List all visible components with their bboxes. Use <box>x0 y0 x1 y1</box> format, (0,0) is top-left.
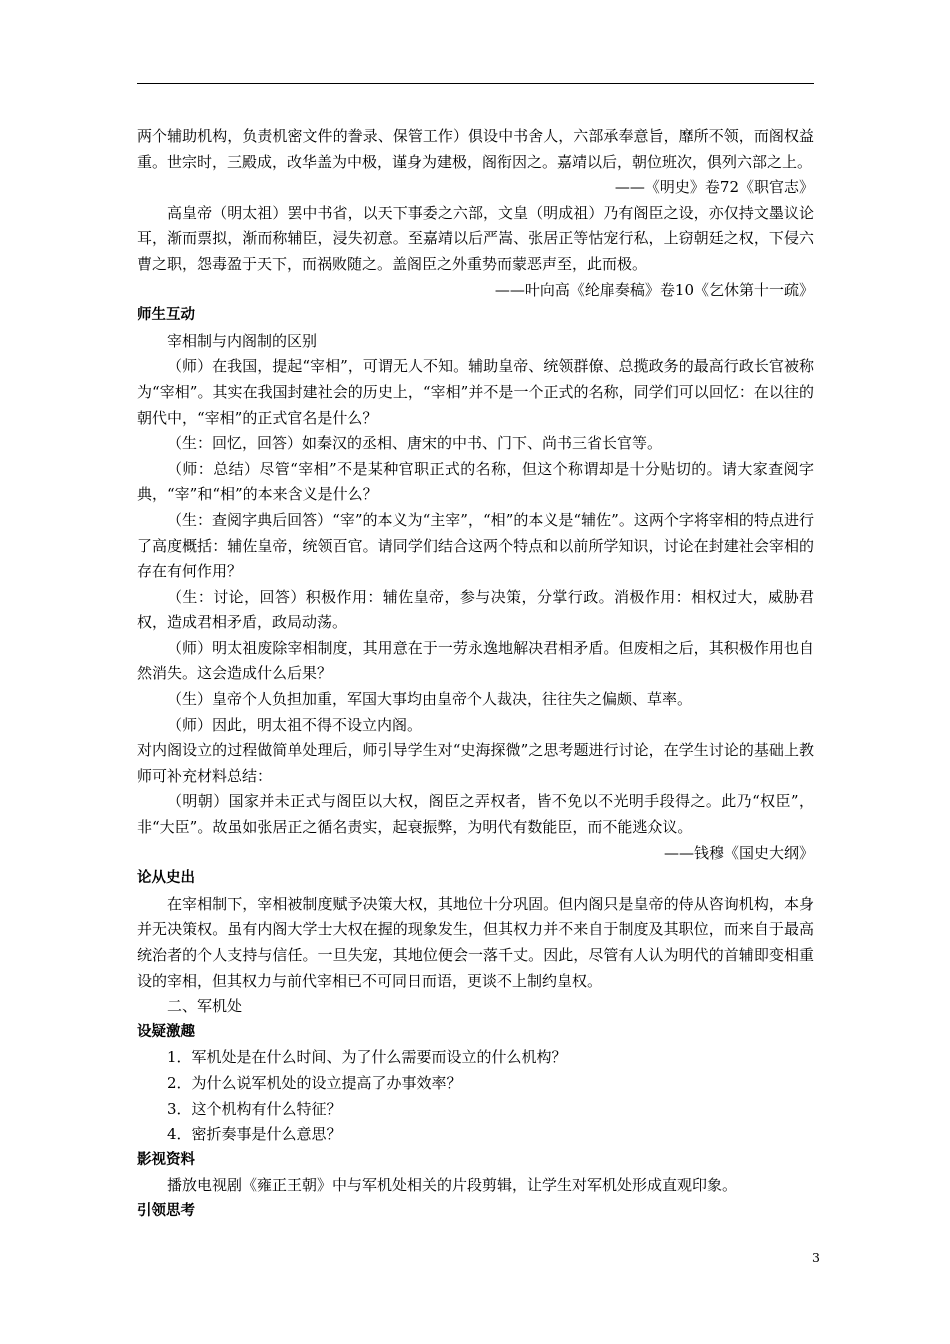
paragraph: （生：查阅字典后回答）“宰”的本义为“主宰”，“相”的本义是“辅佐”。这两个字将宰相的特点进行了高度概括：辅佐皇帝，统领百官。请同学们结合这两个特点和以前所学知识，讨论在封建社会宰相的存在有何作用？ <box>137 510 814 581</box>
paragraph: （师）因此，明太祖不得不设立内阁。 <box>167 715 423 734</box>
paragraph: 3．这个机构有什么特征？ <box>167 1099 342 1118</box>
paragraph: （师）在我国，提起“宰相”，可谓无人不知。辅助皇帝、统领群僚、总揽政务的最高行政长官被称为“宰相”。其实在我国封建社会的历史上，“宰相”并不是一个正式的名称，同学们可以回忆：在以往的朝代中，“宰相”的正式官名是什么？ <box>137 357 814 427</box>
paragraph: 2．为什么说军机处的设立提高了办事效率？ <box>167 1073 462 1092</box>
paragraph: （师）明太祖废除宰相制度，其用意在于一劳永逸地解决君相矛盾。但废相之后，其积极作用也自然消失。这会造成什么后果？ <box>137 638 814 683</box>
paragraph: 宰相制与内阁制的区别 <box>167 331 318 350</box>
citation: ——《明史》卷72《职官志》 <box>614 178 814 197</box>
section-heading: 引领思考 <box>137 1202 195 1219</box>
paragraph: 播放电视剧《雍正王朝》中与军机处相关的片段剪辑，让学生对军机处形成直观印象。 <box>167 1176 738 1195</box>
section-heading: 设疑激趣 <box>137 1023 195 1040</box>
header-rule <box>137 83 814 84</box>
paragraph: （师：总结）尽管“宰相”不是某种官职正式的名称，但这个称谓却是十分贴切的。请大家查阅字典，“宰”和“相”的本来含义是什么？ <box>137 459 814 504</box>
paragraph: （生）皇帝个人负担加重，军国大事均由皇帝个人裁决，往往失之偏颇、草率。 <box>167 690 693 709</box>
paragraph: 对内阁设立的过程做简单处理后，师引导学生对“史海探微”之思考题进行讨论，在学生讨论的基础上教师可补充材料总结： <box>137 741 814 785</box>
document-body <box>137 124 814 1225</box>
paragraph: 4．密折奏事是什么意思？ <box>167 1125 342 1144</box>
section-heading: 论从史出 <box>137 870 195 887</box>
paragraph: 在宰相制下，宰相被制度赋予决策大权，其地位十分巩固。但内阁只是皇帝的侍从咨询机构，本身并无决策权。虽有内阁大学士大权在握的现象发生，但其权力并不来自于制度及其职位，而来自于最高统治者的个人支持与信任。一旦失宠，其地位便会一落千丈。因此，尽管有人认为明代的首辅即变相重设的宰相，但其权力与前代宰相已不可同日而语，更谈不上制约皇权。 <box>137 894 814 990</box>
paragraph: （生：回忆，回答）如秦汉的丞相、唐宋的中书、门下、尚书三省长官等。 <box>167 434 663 453</box>
section-heading: 影视资料 <box>137 1151 195 1168</box>
paragraph: 高皇帝（明太祖）罢中书省，以天下事委之六部，文皇（明成祖）乃有阁臣之设，亦仅持文墨议论耳，渐而票拟，渐而称辅臣，浸失初意。至嘉靖以后严嵩、张居正等怙宠行私，上窃朝廷之权，下侵六曹之职，怨毒盈于天下，而祸败随之。盖阁臣之外重势而蒙恶声至，此而极。 <box>137 203 814 273</box>
paragraph: （明朝）国家并未正式与阁臣以大权，阁臣之弄权者，皆不免以不光明手段得之。此乃“权臣”，非“大臣”。故虽如张居正之循名责实，起衰振弊，为明代有数能臣，而不能逃众议。 <box>137 792 814 837</box>
paragraph: 两个辅助机构，负责机密文件的誊录、保管工作）俱设中书舍人，六部承奉意旨，靡所不领，而阁权益重。世宗时，三殿成，改华盖为中极，谨身为建极，阁衔因之。嘉靖以后，朝位班次，俱列六部之上。 <box>137 127 814 171</box>
citation: ——叶向高《纶扉奏稿》卷10《乞休第十一疏》 <box>494 280 814 299</box>
paragraph: （生：讨论，回答）积极作用：辅佐皇帝，参与决策，分掌行政。消极作用：相权过大，威胁君权，造成君相矛盾，政局动荡。 <box>137 587 814 632</box>
section-heading: 师生互动 <box>137 307 195 324</box>
page-number: 3 <box>812 1250 820 1265</box>
citation: ——钱穆《国史大纲》 <box>663 843 814 862</box>
paragraph: 1．军机处是在什么时间、为了什么需要而设立的什么机构？ <box>167 1048 567 1067</box>
paragraph: 二、军机处 <box>167 997 243 1016</box>
